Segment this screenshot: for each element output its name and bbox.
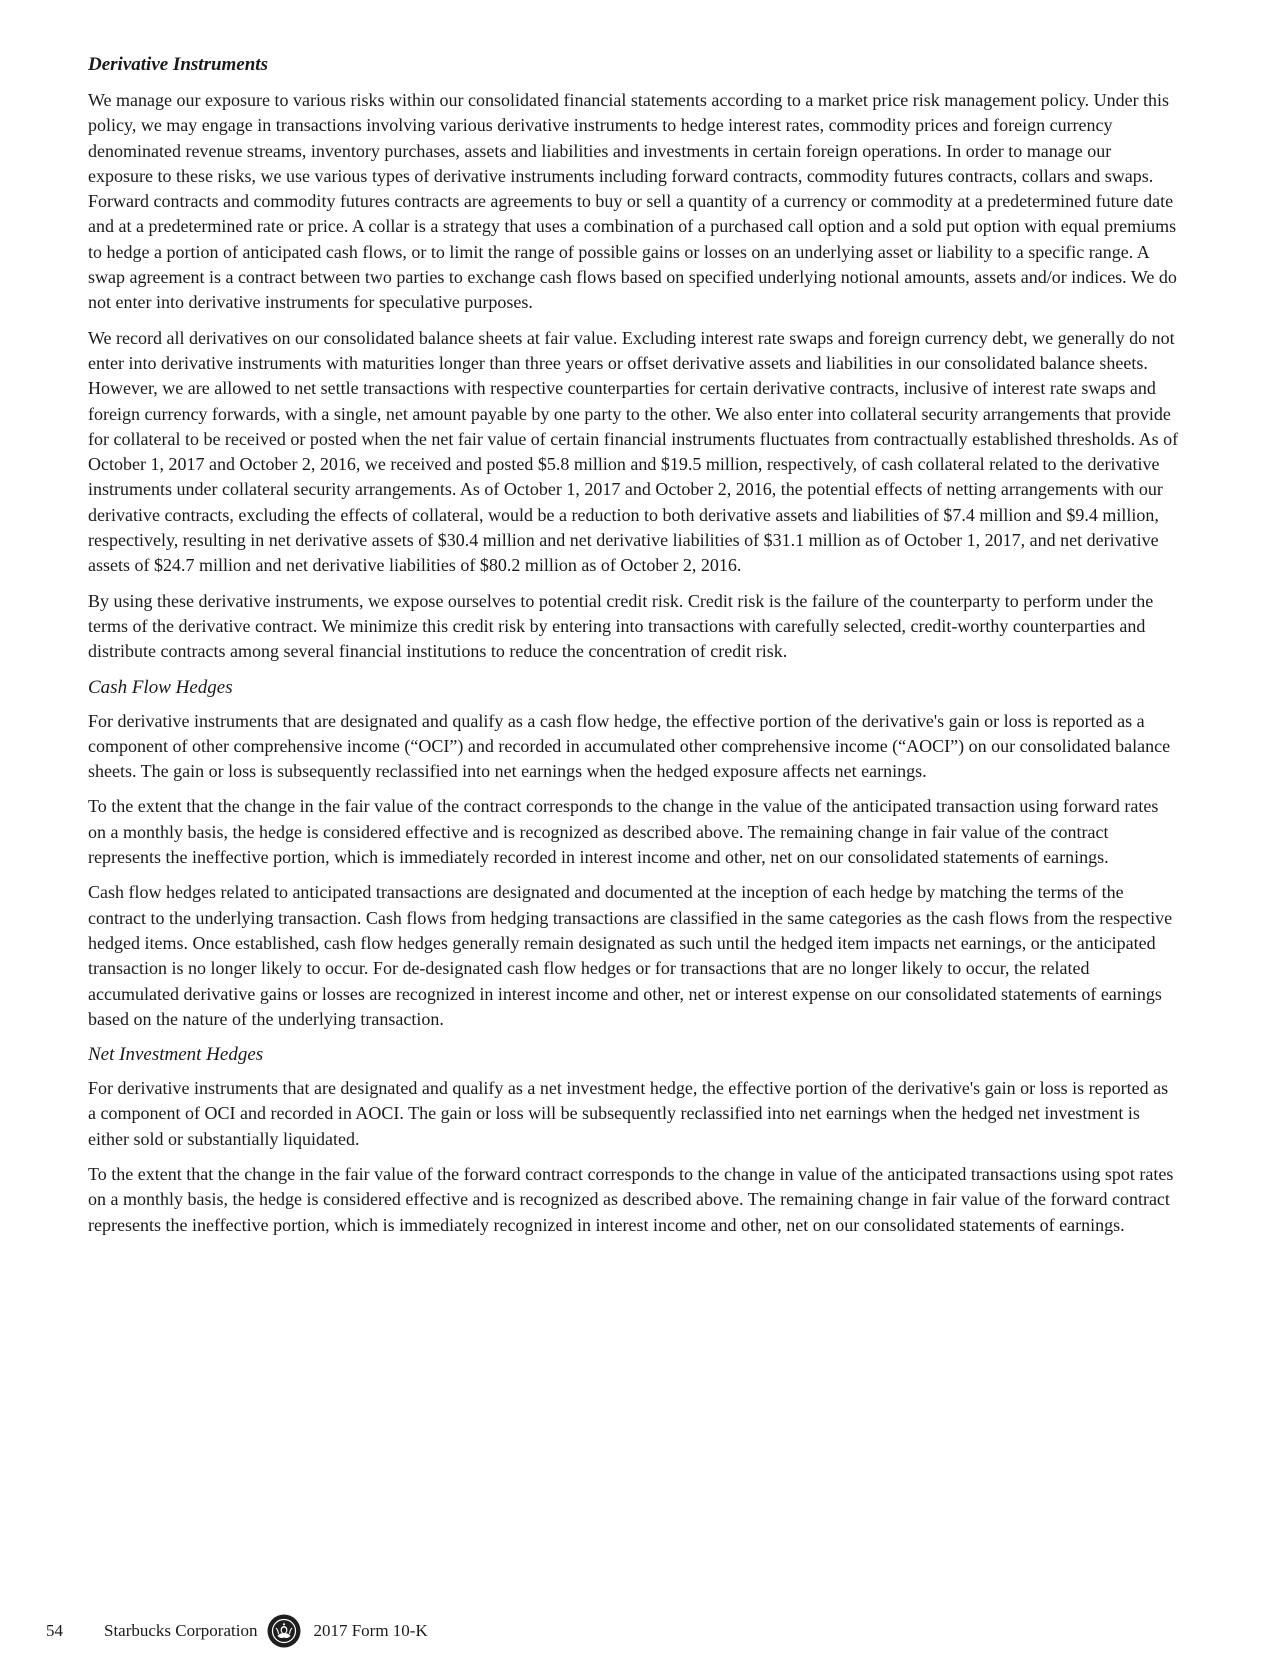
section-title-derivative-instruments: Derivative Instruments xyxy=(88,54,268,75)
subsection-title-net-investment-hedges: Net Investment Hedges xyxy=(88,1044,264,1066)
paragraph-cash-flow-hedge-designation: Cash flow hedges related to anticipated transactions are designated and documented at the inception of each hedge by matching the terms of the contract to the underlying transaction. Cash flows from hedging transactions are classified in the same categories as the cash flows from the respective hedged items. Once established, cash flow hedges generally remain designated as such until the hedged item impacts net earnings, or the anticipated transaction is no longer likely to occur. For de-designated cash flow hedges or for transactions that are no longer likely to occur, the related accumulated derivative gains or losses are recognized in interest income and other, net or interest expense on our consolidated statements of earnings based on the nature of the underlying transaction. xyxy=(88,882,1173,1029)
paragraph-fair-value-recording: We record all derivatives on our consolidated balance sheets at fair value. Excluding interest rate swaps and foreign currency debt, we generally do not enter into derivative instruments with maturities longer than three years or offset derivative assets and liabilities in our consolidated balance sheets. However, we are allowed to net settle transactions with respective counterparties for certain derivative contracts, inclusive of interest rate swaps and foreign currency forwards, with a single, net amount payable by one party to the other. We also enter into collateral security arrangements that provide for collateral to be received or posted when the net fair value of certain financial instruments fluctuates from contractually established thresholds. As of October 1, 2017 and October 2, 2016, we received and posted $5.8 million and $19.5 million, respectively, of cash collateral related to the derivative instruments under collateral security arrangements. As of October 1, 2017 and October 2, 2016, the potential effects of netting arrangements with our derivative contracts, excluding the effects of collateral, would be a reduction to both derivative assets and liabilities of $7.4 million and $9.4 million, respectively, resulting in net derivative assets of $30.4 million and net derivative liabilities of $31.1 million as of October 1, 2017, and net derivative assets of $24.7 million and net derivative liabilities of $80.2 million as of October 2, 2016. xyxy=(88,327,1179,576)
paragraph-cash-flow-hedge-effectiveness: To the extent that the change in the fair value of the contract corresponds to the change in the value of the anticipated transaction using forward rates on a monthly basis, the hedge is considered effective and is recognized as described above. The remaining change in fair value of the contract represents the ineffective portion, which is immediately recorded in interest income and other, net on our consolidated statements of earnings. xyxy=(88,796,1159,868)
paragraph-net-investment-hedge-definition: For derivative instruments that are designated and qualify as a net investment hedge, the effective portion of the derivative's gain or loss is reported as a component of OCI and recorded in AOCI. The gain or loss will be subsequently reclassified into net earnings when the hedged net investment is either sold or substantially liquidated. xyxy=(88,1078,1169,1149)
paragraph-net-investment-hedge-effectiveness: To the extent that the change in the fair value of the forward contract corresponds to the change in value of the anticipated transactions using spot rates on a monthly basis, the hedge is considered effective and is recognized as described above. The remaining change in fair value of the forward contract represents the ineffective portion, which is immediately recognized in interest income and other, net on our consolidated statements of earnings. xyxy=(88,1163,1174,1235)
paragraph-risk-management-policy: We manage our exposure to various risks within our consolidated financial statements according to a market price risk management policy. Under this policy, we may engage in transactions involving various derivative instruments to hedge interest rates, commodity prices and foreign currency denominated revenue streams, inventory purchases, assets and liabilities and investments in certain foreign operations. In order to manage our exposure to these risks, we use various types of derivative instruments including forward contracts, commodity futures contracts, collars and swaps. Forward contracts and commodity futures contracts are agreements to buy or sell a quantity of a currency or commodity at a predetermined future date and at a predetermined rate or price. A collar is a strategy that uses a combination of a purchased call option and a sold put option with equal premiums to hedge a portion of anticipated cash flows, or to limit the range of possible gains or losses on an underlying asset or liability to a specific range. A swap agreement is a contract between two parties to exchange cash flows based on specified underlying notional amounts, assets and/or indices. We do not enter into derivative instruments for speculative purposes. xyxy=(88,90,1177,313)
page-content xyxy=(88,52,1180,1248)
report-name: 2017 Form 10-K xyxy=(313,1621,428,1640)
subsection-title-cash-flow-hedges: Cash Flow Hedges xyxy=(88,676,233,698)
starbucks-logo-icon xyxy=(267,1614,301,1648)
paragraph-cash-flow-hedge-definition: For derivative instruments that are designated and qualify as a cash flow hedge, the effective portion of the derivative's gain or loss is reported as a component of other comprehensive income (“OCI”) and recorded in accumulated other comprehensive income (“AOCI”) on our consolidated balance sheets. The gain or loss is subsequently reclassified into net earnings when the hedged exposure affects net earnings. xyxy=(88,710,1171,782)
company-name: Starbucks Corporation xyxy=(104,1621,258,1640)
page-number: 54 xyxy=(46,1621,63,1640)
page-footer xyxy=(46,1611,428,1651)
paragraph-credit-risk: By using these derivative instruments, we expose ourselves to potential credit risk. Credit risk is the failure of the counterparty to perform under the terms of the derivative contract. We minimize this credit risk by entering into transactions with carefully selected, credit-worthy counterparties and distribute contracts among several financial institutions to reduce the concentration of credit risk. xyxy=(88,590,1154,662)
